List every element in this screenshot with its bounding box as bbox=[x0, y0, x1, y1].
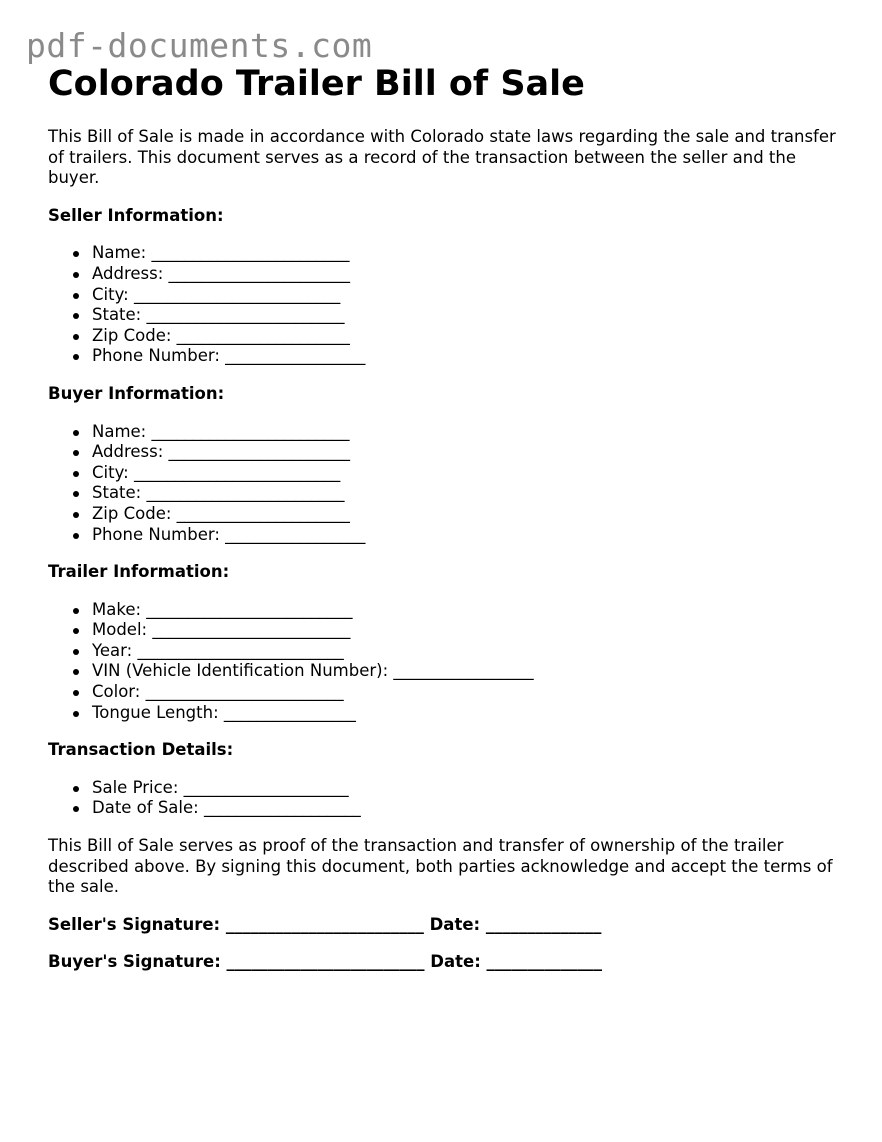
seller-section-heading: Seller Information: bbox=[48, 205, 224, 225]
buyer-signature-line: Buyer's Signature: ________________________ Date: ______________ bbox=[48, 952, 603, 972]
seller-state-field: State: ________________________ bbox=[92, 305, 848, 326]
buyer-section-heading: Buyer Information: bbox=[48, 383, 225, 403]
transaction-field-list bbox=[48, 778, 848, 819]
date-of-sale-field: Date of Sale: ___________________ bbox=[92, 798, 848, 819]
trailer-field-list bbox=[48, 600, 848, 724]
buyer-address-field: Address: ______________________ bbox=[92, 442, 848, 463]
sale-price-field: Sale Price: ____________________ bbox=[92, 778, 848, 799]
trailer-tongue-length-field: Tongue Length: ________________ bbox=[92, 703, 848, 724]
seller-signature-line: Seller's Signature: ________________________ Date: ______________ bbox=[48, 914, 602, 934]
trailer-make-field: Make: _________________________ bbox=[92, 600, 848, 621]
seller-phone-field: Phone Number: _________________ bbox=[92, 346, 848, 367]
buyer-state-field: State: ________________________ bbox=[92, 483, 848, 504]
buyer-phone-field: Phone Number: _________________ bbox=[92, 525, 848, 546]
seller-field-list bbox=[48, 243, 848, 367]
buyer-name-field: Name: ________________________ bbox=[92, 422, 848, 443]
trailer-color-field: Color: ________________________ bbox=[92, 682, 848, 703]
seller-zip-field: Zip Code: _____________________ bbox=[92, 326, 848, 347]
transaction-section-heading: Transaction Details: bbox=[48, 740, 234, 760]
trailer-vin-field: VIN (Vehicle Identification Number): _________________ bbox=[92, 661, 848, 682]
buyer-city-field: City: _________________________ bbox=[92, 463, 848, 484]
buyer-zip-field: Zip Code: _____________________ bbox=[92, 504, 848, 525]
trailer-year-field: Year: _________________________ bbox=[92, 641, 848, 662]
document-title: Colorado Trailer Bill of Sale bbox=[48, 64, 585, 104]
seller-city-field: City: _________________________ bbox=[92, 285, 848, 306]
trailer-section-heading: Trailer Information: bbox=[48, 562, 230, 582]
closing-paragraph: This Bill of Sale serves as proof of the transaction and transfer of ownership of the trailer described above. By signing this document, both parties acknowledge and accept the terms of the sale. bbox=[48, 836, 833, 897]
buyer-field-list bbox=[48, 422, 848, 546]
trailer-model-field: Model: ________________________ bbox=[92, 620, 848, 641]
seller-name-field: Name: ________________________ bbox=[92, 243, 848, 264]
seller-address-field: Address: ______________________ bbox=[92, 264, 848, 285]
document bbox=[48, 62, 848, 973]
intro-paragraph: This Bill of Sale is made in accordance with Colorado state laws regarding the sale and transfer of trailers. This document serves as a record of the transaction between the seller and the buyer. bbox=[48, 127, 836, 188]
watermark-logo-text: pdf-documents.com bbox=[26, 26, 373, 65]
